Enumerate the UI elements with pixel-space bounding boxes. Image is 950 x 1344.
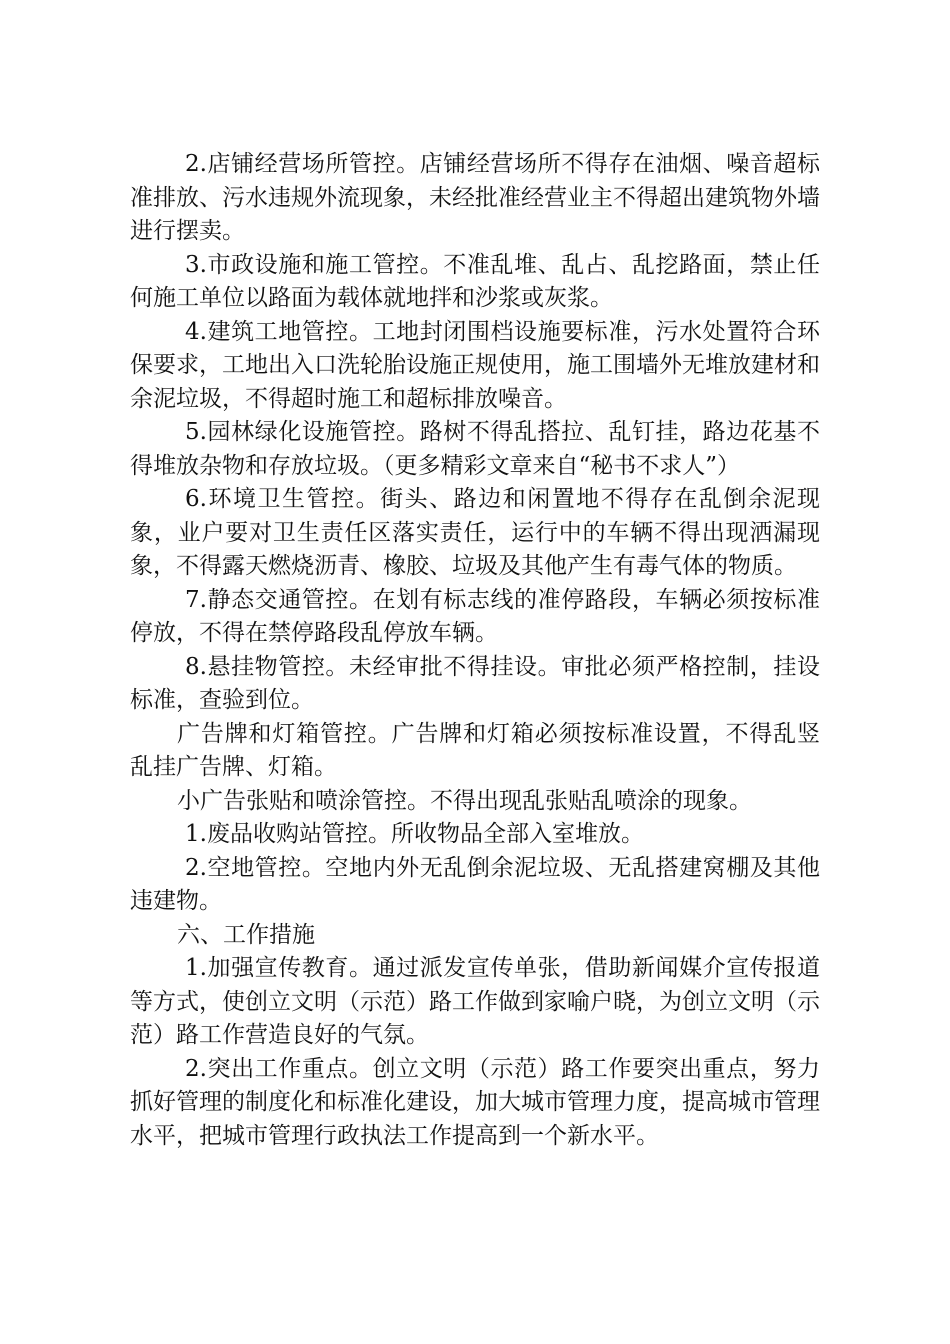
section-heading-work-measures: 六、工作措施 xyxy=(177,921,315,948)
paragraph-traffic-control: 7.静态交通管控。在划有标志线的准停路段，车辆必须按标准停放，不得在禁停路段乱停放车辆。 xyxy=(130,586,820,646)
paragraph-flyer-control: 小广告张贴和喷涂管控。不得出现乱张贴乱喷涂的现象。 xyxy=(177,787,752,814)
paragraph-greening-control: 5.园林绿化设施管控。路树不得乱搭拉、乱钉挂，路边花基不得堆放杂物和存放垃圾。（更多精彩文章来自“秘书不求人”） xyxy=(130,419,820,479)
paragraph-shop-control: 2.店铺经营场所管控。店铺经营场所不得存在油烟、噪音超标准排放、污水违规外流现象，未经批准经营业主不得超出建筑物外墙进行摆卖。 xyxy=(130,151,820,244)
paragraph-recycling-control: 1.废品收购站管控。所收物品全部入室堆放。 xyxy=(185,821,644,847)
paragraph-billboard-control: 广告牌和灯箱管控。广告牌和灯箱必须按标准设置，不得乱竖乱挂广告牌、灯箱。 xyxy=(130,720,820,780)
paragraph-vacant-lot-control: 2.空地管控。空地内外无乱倒余泥垃圾、无乱搭建窝棚及其他违建物。 xyxy=(130,854,820,914)
paragraph-construction-control: 4.建筑工地管控。工地封闭围档设施要标准，污水处置符合环保要求，工地出入口洗轮胎设施正规使用，施工围墙外无堆放建材和余泥垃圾，不得超时施工和超标排放噪音。 xyxy=(130,318,820,412)
paragraph-publicity: 1.加强宣传教育。通过派发宣传单张，借助新闻媒介宣传报道等方式，使创立文明（示范）路工作做到家喻户晓，为创立文明（示范）路工作营造良好的气氛。 xyxy=(130,955,820,1048)
paragraph-municipal-control: 3.市政设施和施工管控。不准乱堆、乱占、乱挖路面，禁止任何施工单位以路面为载体就地拌和沙浆或灰浆。 xyxy=(130,251,820,311)
document-body xyxy=(130,148,820,1153)
paragraph-sanitation-control: 6.环境卫生管控。街头、路边和闲置地不得存在乱倒余泥现象，业户要对卫生责任区落实责任，运行中的车辆不得出现洒漏现象，不得露天燃烧沥青、橡胶、垃圾及其他产生有毒气体的物质。 xyxy=(130,486,820,579)
paragraph-hanging-control: 8.悬挂物管控。未经审批不得挂设。审批必须严格控制，挂设标准，查验到位。 xyxy=(130,653,820,713)
paragraph-key-focus: 2.突出工作重点。创立文明（示范）路工作要突出重点，努力抓好管理的制度化和标准化建设，加大城市管理力度，提高城市管理水平，把城市管理行政执法工作提高到一个新水平。 xyxy=(130,1055,820,1149)
